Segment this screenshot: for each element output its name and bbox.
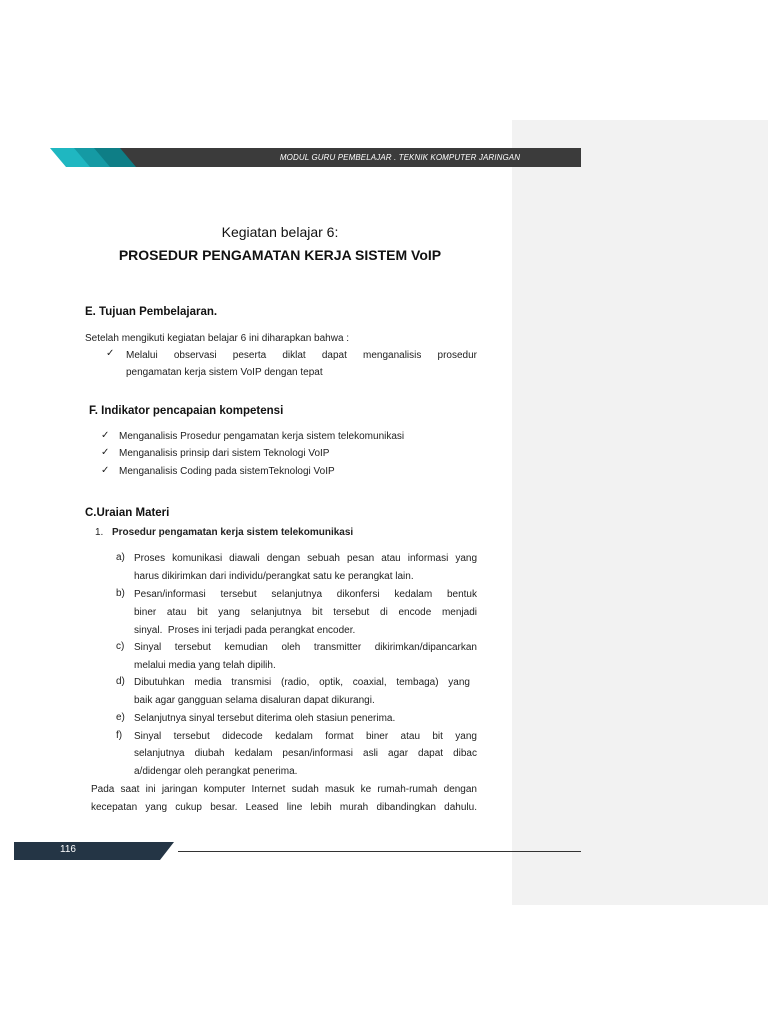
check-icon: ✓ bbox=[101, 447, 110, 458]
sub-number: 1. bbox=[95, 527, 104, 538]
item-line: Proses komunikasi diawali dengan sebuah pesan atau informasi yang bbox=[134, 553, 477, 564]
sub-heading: Prosedur pengamatan kerja sistem telekomunikasi bbox=[112, 527, 354, 538]
item-letter: c) bbox=[116, 641, 125, 652]
section-e-heading: E. Tujuan Pembelajaran. bbox=[85, 306, 218, 318]
section-e-item-line1: Melalui observasi peserta diklat dapat menganalisis prosedur bbox=[126, 350, 477, 361]
page-number: 116 bbox=[60, 844, 76, 855]
paragraph-line: Pada saat ini jaringan komputer Internet sudah masuk ke rumah-rumah dengan bbox=[91, 784, 477, 795]
item-line: biner atau bit yang selanjutnya bit tersebut di encode menjadi bbox=[134, 607, 477, 618]
indicator-item: Menganalisis Coding pada sistemTeknologi VoIP bbox=[119, 466, 335, 477]
item-letter: b) bbox=[116, 588, 125, 599]
item-line: Sinyal tersebut kemudian oleh transmitter dikirimkan/dipancarkan bbox=[134, 642, 477, 653]
module-title: MODUL GURU PEMBELAJAR . TEKNIK KOMPUTER JARINGAN bbox=[279, 153, 521, 162]
section-f-heading: F. Indikator pencapaian kompetensi bbox=[89, 405, 284, 417]
item-letter: f) bbox=[116, 730, 123, 741]
item-line: Pesan/informasi tersebut selanjutnya dikonfersi kedalam bentuk bbox=[134, 589, 477, 600]
item-line: baik agar gangguan selama disaluran dapat dikurangi. bbox=[134, 695, 375, 706]
item-line: Selanjutnya sinyal tersebut diterima oleh stasiun penerima. bbox=[134, 713, 396, 724]
activity-title: Kegiatan belajar 6: bbox=[221, 224, 339, 240]
section-e-intro: Setelah mengikuti kegiatan belajar 6 ini diharapkan bahwa : bbox=[85, 333, 350, 344]
activity-subtitle: PROSEDUR PENGAMATAN KERJA SISTEM VoIP bbox=[118, 247, 442, 263]
item-line: a/didengar oleh perangkat penerima. bbox=[134, 766, 298, 777]
paragraph-line: kecepatan yang cukup besar. Leased line lebih murah dibandingkan dahulu. bbox=[91, 802, 477, 813]
module-header-band bbox=[50, 148, 581, 167]
item-line: Sinyal tersebut didecode kedalam format biner atau bit yang bbox=[134, 731, 477, 742]
check-icon: ✓ bbox=[101, 465, 110, 476]
item-line: selanjutnya diubah kedalam pesan/informasi asli agar dapat dibac bbox=[134, 748, 477, 759]
footer-rule bbox=[178, 851, 581, 852]
item-line: Dibutuhkan media transmisi (radio, optik, coaxial, tembaga) yang bbox=[134, 677, 470, 688]
check-icon: ✓ bbox=[106, 348, 115, 359]
item-letter: e) bbox=[116, 712, 125, 723]
item-line: harus dikirimkan dari individu/perangkat satu ke perangkat lain. bbox=[134, 571, 414, 582]
indicator-item: Menganalisis prinsip dari sistem Teknologi VoIP bbox=[119, 448, 330, 459]
section-c-heading: C.Uraian Materi bbox=[85, 507, 170, 519]
item-line: melalui media yang telah dipilih. bbox=[134, 660, 276, 671]
item-line: sinyal. Proses ini terjadi pada perangkat encoder. bbox=[134, 625, 356, 636]
section-e-item-line2: pengamatan kerja sistem VoIP dengan tepat bbox=[126, 367, 323, 378]
item-letter: d) bbox=[116, 676, 125, 687]
check-icon: ✓ bbox=[101, 430, 110, 441]
item-letter: a) bbox=[116, 552, 125, 563]
indicator-item: Menganalisis Prosedur pengamatan kerja sistem telekomunikasi bbox=[119, 431, 405, 442]
